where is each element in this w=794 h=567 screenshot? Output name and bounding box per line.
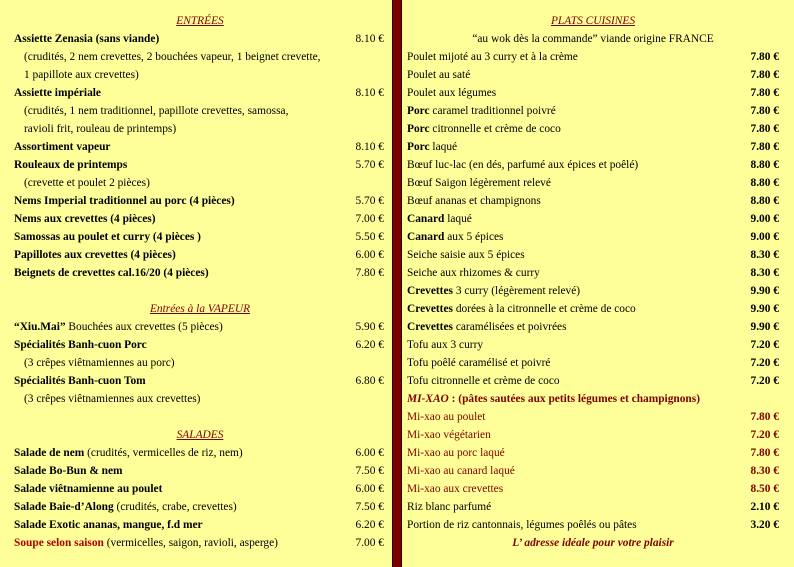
mixao-name: Mi-xao au poulet (407, 411, 486, 423)
plat-name: caramélisées et poivrées (452, 321, 567, 333)
item-name: Salade viêtnamienne au poulet (14, 483, 163, 495)
plat-name: Poulet aux légumes (407, 87, 497, 99)
item-description: (3 crêpes viêtnamiennes aux crevettes) (24, 393, 201, 405)
mixao-price: 7.80 € (750, 447, 779, 459)
plat-price: 7.80 € (750, 105, 779, 117)
plat-price: 8.80 € (750, 159, 779, 171)
plat-name: laqué (429, 141, 458, 153)
plat-name: caramel traditionnel poivré (429, 105, 556, 117)
item-price: 6.00 € (355, 249, 384, 261)
plat-price: 7.80 € (750, 87, 779, 99)
plat-price: 7.20 € (750, 357, 779, 369)
entrees-heading: ENTRÉES (176, 15, 224, 27)
extra-price: 3.20 € (750, 519, 779, 531)
plat-item (407, 192, 779, 210)
plat-name: dorées à la citronnelle et crème de coco (452, 303, 636, 315)
plat-item (407, 66, 779, 84)
item-name: “Xiu.Mai” (14, 321, 66, 333)
plat-price: 7.20 € (750, 339, 779, 351)
mixao-title: MI-XAO (407, 393, 449, 405)
plat-main-ingredient: Crevettes (407, 321, 453, 333)
mixao-item (407, 444, 779, 462)
mixao-name: Mi-xao aux crevettes (407, 483, 504, 495)
plat-main-ingredient: Canard (407, 213, 445, 225)
spacer (14, 282, 386, 300)
item-price: 7.80 € (355, 267, 384, 279)
item-price: 5.70 € (355, 195, 384, 207)
mixao-item (407, 462, 779, 480)
slogan: L’ adresse idéale pour votre plaisir (512, 537, 674, 549)
plat-main-ingredient: Canard (407, 231, 445, 243)
item-description: (crudités, 1 nem traditionnel, papillote crevettes, samossa, (24, 105, 289, 117)
vapeur-heading: Entrées à la VAPEUR (149, 303, 251, 315)
plat-item (407, 264, 779, 282)
plat-main-ingredient: Porc (407, 141, 430, 153)
item-price: 5.90 € (355, 321, 384, 333)
plat-main-ingredient: Crevettes (407, 285, 453, 297)
item-price: 7.50 € (355, 465, 384, 477)
mixao-heading (407, 390, 779, 408)
right-column (407, 12, 779, 552)
item-name: Assortiment vapeur (14, 141, 111, 153)
item-price: 6.80 € (355, 375, 384, 387)
plat-item (407, 228, 779, 246)
menu-item (14, 228, 386, 246)
plat-price: 9.00 € (750, 213, 779, 225)
salades-heading: SALADES (176, 429, 224, 441)
plat-price: 8.80 € (750, 195, 779, 207)
item-name: Soupe selon saison (14, 537, 104, 549)
mixao-price: 8.50 € (750, 483, 779, 495)
plat-price: 7.80 € (750, 51, 779, 63)
plat-price: 9.90 € (750, 285, 779, 297)
plat-item (407, 336, 779, 354)
plat-name: citronnelle et crème de coco (429, 123, 561, 135)
plat-price: 9.90 € (750, 303, 779, 315)
item-detail: Bouchées aux crevettes (5 pièces) (65, 321, 223, 333)
item-name: Rouleaux de printemps (14, 159, 128, 171)
plat-price: 9.00 € (750, 231, 779, 243)
item-description: (crudités, 2 nem crevettes, 2 bouchées vapeur, 1 beignet crevette, (24, 51, 321, 63)
item-name: Samossas au poulet et curry (4 pièces ) (14, 231, 201, 243)
plat-name: Bœuf ananas et champignons (407, 195, 541, 207)
spacer (14, 408, 386, 426)
menu-item (14, 264, 386, 282)
plat-item (407, 48, 779, 66)
mixao-price: 7.20 € (750, 429, 779, 441)
plat-name: Tofu citronnelle et crème de coco (407, 375, 560, 387)
item-description: (crevette et poulet 2 pièces) (24, 177, 150, 189)
plat-item (407, 300, 779, 318)
extra-item (407, 498, 779, 516)
plat-name: Bœuf luc-lac (en dés, parfumé aux épices et poêlé) (407, 159, 639, 171)
mixao-price: 7.80 € (750, 411, 779, 423)
item-name: Nems Imperial traditionnel au porc (4 pièces) (14, 195, 235, 207)
mixao-name: Mi-xao au canard laqué (407, 465, 515, 477)
plat-name: Tofu poêlé caramélisé et poivré (407, 357, 551, 369)
mixao-name: Mi-xao au porc laqué (407, 447, 505, 459)
menu-item (14, 372, 386, 390)
item-name: Spécialités Banh-cuon Tom (14, 375, 146, 387)
plat-name: aux 5 épices (444, 231, 504, 243)
plat-price: 8.80 € (750, 177, 779, 189)
item-detail: (crudités, vermicelles de riz, nem) (84, 447, 243, 459)
menu-item (14, 30, 386, 48)
plat-item (407, 282, 779, 300)
item-description: (3 crêpes viêtnamiennes au porc) (24, 357, 175, 369)
item-price: 5.70 € (355, 159, 384, 171)
menu-item (14, 336, 386, 354)
plat-main-ingredient: Porc (407, 105, 430, 117)
item-price: 7.00 € (355, 537, 384, 549)
plat-item (407, 174, 779, 192)
menu-item (14, 138, 386, 156)
mixao-description: : (pâtes sautées aux petits légumes et champignons) (448, 393, 700, 405)
plat-name: Tofu aux 3 curry (407, 339, 484, 351)
menu-item (14, 84, 386, 102)
extra-name: Portion de riz cantonnais, légumes poêlés ou pâtes (407, 519, 637, 531)
item-price: 7.00 € (355, 213, 384, 225)
item-price: 6.20 € (355, 339, 384, 351)
item-price: 8.10 € (355, 87, 384, 99)
item-name: Assiette Zenasia (sans viande) (14, 33, 160, 45)
mixao-name: Mi-xao végétarien (407, 429, 491, 441)
item-price: 8.10 € (355, 141, 384, 153)
mixao-list (407, 408, 779, 498)
vapeur-list (14, 318, 386, 408)
item-price: 7.50 € (355, 501, 384, 513)
item-price: 8.10 € (355, 33, 384, 45)
plat-name: Seiche aux rhizomes & curry (407, 267, 540, 279)
extra-price: 2.10 € (750, 501, 779, 513)
plat-name: Seiche saisie aux 5 épices (407, 249, 525, 261)
menu-item (14, 480, 386, 498)
plat-name: Poulet au saté (407, 69, 471, 81)
menu-item (14, 498, 386, 516)
salades-list (14, 444, 386, 552)
menu-item (14, 156, 386, 174)
plat-name: Bœuf Saigon légèrement relevé (407, 177, 551, 189)
mixao-price: 8.30 € (750, 465, 779, 477)
item-name: Beignets de crevettes cal.16/20 (4 pièces) (14, 267, 209, 279)
item-price: 5.50 € (355, 231, 384, 243)
item-price: 6.00 € (355, 447, 384, 459)
plat-name: laqué (444, 213, 472, 225)
mixao-item (407, 426, 779, 444)
item-detail: (vermicelles, saigon, ravioli, asperge) (103, 537, 278, 549)
item-name: Salade Baie-d’Along (14, 501, 114, 513)
plat-item (407, 372, 779, 390)
item-name: Spécialités Banh-cuon Porc (14, 339, 147, 351)
menu-item (14, 192, 386, 210)
plat-item (407, 102, 779, 120)
item-name: Assiette impériale (14, 87, 101, 99)
menu-item (14, 444, 386, 462)
item-price: 6.00 € (355, 483, 384, 495)
plat-item (407, 156, 779, 174)
menu-item (14, 210, 386, 228)
menu-item (14, 318, 386, 336)
menu-item (14, 516, 386, 534)
plat-item (407, 84, 779, 102)
item-description: 1 papillote aux crevettes) (24, 69, 139, 81)
plat-main-ingredient: Porc (407, 123, 430, 135)
item-price: 6.20 € (355, 519, 384, 531)
plat-name: Poulet mijoté au 3 curry et à la crème (407, 51, 578, 63)
plat-price: 8.30 € (750, 267, 779, 279)
menu-item (14, 462, 386, 480)
plat-item (407, 354, 779, 372)
plat-item (407, 246, 779, 264)
plat-item (407, 138, 779, 156)
entrees-list (14, 30, 386, 282)
item-name: Nems aux crevettes (4 pièces) (14, 213, 156, 225)
plat-price: 7.80 € (750, 141, 779, 153)
plat-price: 7.80 € (750, 123, 779, 135)
item-name: Salade Exotic ananas, mangue, f.d mer (14, 519, 203, 531)
extras-list (407, 498, 779, 534)
plat-price: 9.90 € (750, 321, 779, 333)
plats-subtitle: “au wok dès la commande” viande origine FRANCE (472, 33, 714, 45)
plat-price: 7.80 € (750, 69, 779, 81)
plat-name: 3 curry (légèrement relevé) (452, 285, 581, 297)
mixao-item (407, 480, 779, 498)
plat-price: 7.20 € (750, 375, 779, 387)
column-divider (392, 0, 402, 567)
menu-item (14, 246, 386, 264)
plat-price: 8.30 € (750, 249, 779, 261)
item-description: ravioli frit, rouleau de printemps) (24, 123, 177, 135)
extra-name: Riz blanc parfumé (407, 501, 492, 513)
item-detail: (crudités, crabe, crevettes) (113, 501, 237, 513)
plat-main-ingredient: Crevettes (407, 303, 453, 315)
plats-heading: PLATS CUISINES (550, 15, 636, 27)
left-column (14, 12, 386, 552)
plat-item (407, 210, 779, 228)
plats-list (407, 48, 779, 390)
plat-item (407, 318, 779, 336)
plat-item (407, 120, 779, 138)
item-name: Salade de nem (14, 447, 85, 459)
extra-item (407, 516, 779, 534)
menu-item (14, 534, 386, 552)
item-name: Papillotes aux crevettes (4 pièces) (14, 249, 176, 261)
mixao-item (407, 408, 779, 426)
item-name: Salade Bo-Bun & nem (14, 465, 123, 477)
